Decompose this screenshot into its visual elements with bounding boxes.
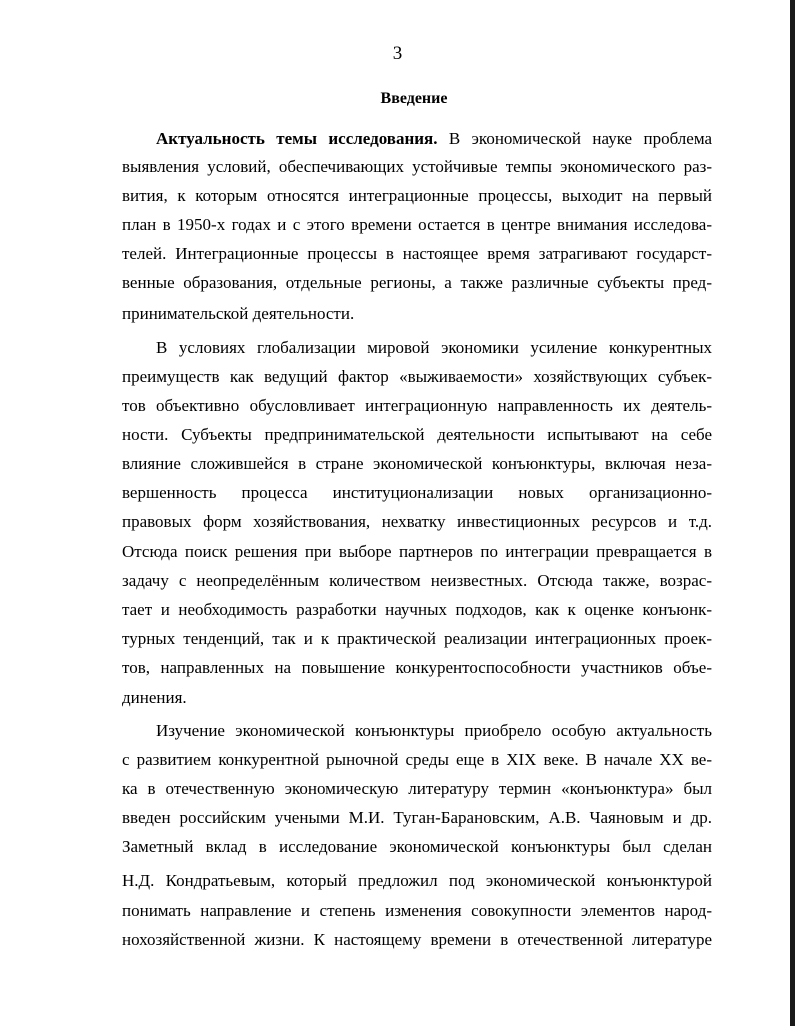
- paragraph-2-line: динения.: [122, 688, 187, 707]
- paragraph-2-line: вершенность процесса институционализации новых организационно-: [122, 483, 712, 502]
- paragraph-1-line: телей. Интеграционные процессы в настоящее время затрагивают государст-: [122, 244, 712, 263]
- paragraph-2-line: тает и необходимость разработки научных подходов, как к оценке конъюнк-: [122, 600, 712, 619]
- relevance-lead: Актуальность темы исследования.: [156, 129, 438, 148]
- paragraph-2-line: Отсюда поиск решения при выборе партнеров по интеграции превращается в: [122, 542, 712, 561]
- paragraph-3-line: понимать направление и степень изменения совокупности элементов народ-: [122, 901, 712, 920]
- section-heading: Введение: [380, 90, 448, 107]
- paragraph-1-first-rest: В экономической науке проблема: [437, 129, 713, 148]
- paragraph-1-line: план в 1950-х годах и с этого времени остается в центре внимания исследова-: [122, 215, 712, 234]
- paragraph-3-line: Заметный вклад в исследование экономической конъюнктуры был сделан: [122, 837, 712, 856]
- paragraph-2-line: тов объективно обусловливает интеграционную направленность их деятель-: [122, 396, 712, 415]
- paragraph-2-line: преимуществ как ведущий фактор «выживаемости» хозяйствующих субъек-: [122, 367, 712, 386]
- paragraph-1-line: выявления условий, обеспечивающих устойчивые темпы экономического раз-: [122, 157, 712, 176]
- paragraph-3-line: с развитием конкурентной рыночной среды еще в XIX веке. В начале XX ве-: [122, 750, 712, 769]
- paragraph-1-line: вития, к которым относятся интеграционные процессы, выходит на первый: [122, 186, 712, 205]
- paragraph-2-line: ности. Субъекты предпринимательской деятельности испытывают на себе: [122, 425, 712, 444]
- paragraph-3-line: Н.Д. Кондратьевым, который предложил под экономической конъюнктурой: [122, 871, 712, 890]
- paragraph-1-line: венные образования, отдельные регионы, а также различные субъекты пред-: [122, 273, 712, 292]
- paragraph-3-line: введен российским учеными М.И. Туган-Барановским, А.В. Чаяновым и др.: [122, 808, 712, 827]
- paragraph-2-line: правовых форм хозяйствования, нехватку инвестиционных ресурсов и т.д.: [122, 512, 712, 531]
- paragraph-1-line: принимательской деятельности.: [122, 304, 355, 323]
- paragraph-2-line: тов, направленных на повышение конкурентоспособности участников объе-: [122, 658, 712, 677]
- paragraph-2-line: турных тенденций, так и к практической реализации интеграционных проек-: [122, 629, 712, 648]
- scan-edge-border: [790, 0, 795, 1026]
- paragraph-3-line: нохозяйственной жизни. К настоящему времени в отечественной литературе: [122, 930, 712, 949]
- page-number: 3: [392, 43, 403, 64]
- paragraph-2-line: задачу с неопределённым количеством неизвестных. Отсюда также, возрас-: [122, 571, 712, 590]
- paragraph-2-line: В условиях глобализации мировой экономики усиление конкурентных: [156, 338, 712, 357]
- paragraph-3-line: ка в отечественную экономическую литературу термин «конъюнктура» был: [122, 779, 712, 798]
- paragraph-3-line: Изучение экономической конъюнктуры приобрело особую актуальность: [156, 721, 712, 740]
- paragraph-1-line-1: [156, 127, 712, 151]
- paragraph-2-line: влияние сложившейся в стране экономической конъюнктуры, включая неза-: [122, 454, 712, 473]
